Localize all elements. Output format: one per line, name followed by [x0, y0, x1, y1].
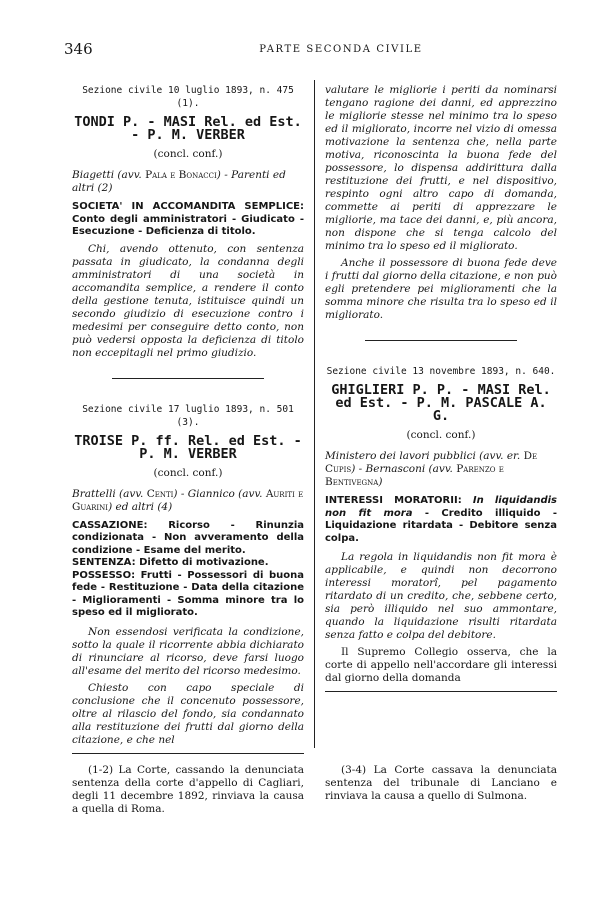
case2-concl: (concl. conf.): [153, 466, 223, 479]
case1-parties: TONDI P. - MASI Rel. ed Est. - P. M. VERBER: [74, 114, 302, 143]
case2-massima-possesso: [72, 570, 304, 620]
case3-litigants-e: ): [378, 476, 383, 488]
case3-litigants: [325, 450, 557, 489]
case1-text: Chi, avendo ottenuto, con sentenza passata in giudicato, la condanna degli amministratori di una società in accomandita semplice, a rendere il conto della gestione tenuta, istituisce quindi un secondo giudizio di esecuzione contro i medesimi per conseguire detto conto, non può vedersi opposta la deficienza di titolo non eccepitagli nel primo giudizio.: [72, 242, 304, 359]
case3-massima: [325, 495, 557, 545]
case2-litigants: [72, 488, 304, 514]
case1-concl: (concl. conf.): [153, 148, 223, 160]
case3-litigants-c: ) - Bernasconi (avv.: [351, 463, 453, 475]
page-number: 346: [64, 40, 93, 58]
case3-concl: (concl. conf.): [406, 429, 476, 441]
massima-text-possesso: Frutti - Possessori di buona fede - Restituzione - Data della citazione - Miglioramenti - Somma minore tra lo speso ed il migliorato.: [72, 569, 304, 618]
case-separator: [112, 378, 264, 379]
case3-litigants-a: Ministero dei lavori pubblici (avv. er.: [325, 450, 521, 462]
case1-litigants-b: Pala e Bonacci: [145, 169, 217, 181]
column-rule: [314, 80, 315, 748]
case2-massima-sentenza: [72, 557, 304, 570]
case2-litigants-e: ) ed altri (4): [108, 500, 173, 513]
case3-litigants-b: De Cupis: [325, 450, 538, 475]
case2-parties: TROISE P. ff. Rel. ed Est. - P. M. VERBER: [74, 432, 302, 462]
case3-header: Sezione civile 13 novembre 1893, n. 640.: [326, 366, 556, 377]
footnote-left: [72, 764, 304, 816]
case1-litigants: [72, 169, 304, 195]
massima-label-cassazione: CASSAZIONE:: [72, 519, 148, 531]
massima-text-cassazione: Ricorso - Rinunzia condizionata - Non avveramento della condizione - Esame del merito.: [72, 519, 304, 556]
running-head: PARTE SECONDA CIVILE: [259, 44, 423, 55]
case3-parties: GHIGLIERI P. P. - MASI Rel. ed Est. - P. M. PASCALE A. G.: [331, 382, 551, 424]
massima-label-possesso: POSSESSO:: [72, 569, 136, 581]
massima-text-interessi: - Credito illiquido - Liquidazione ritardata - Debitore senza colpa.: [325, 507, 557, 544]
case2-litigants-b: Centi: [146, 487, 174, 500]
column-end-rule: [72, 753, 304, 754]
massima-text-sentenza: Difetto di motivazione.: [139, 557, 269, 568]
case1-litigants-c: ) - Parenti ed altri (2): [72, 169, 286, 194]
case-separator: [365, 340, 517, 341]
cont-para1: valutare le migliorie i periti da nominarsi tengano ragione dei danni, ed apprezzino le migliorie stesse nel minimo tra lo speso ed il migliorato, incorre nel vizio di omessa motivazione la sentenza che, nella parte motiva, riconoscinta la buona fede del possessore, lo dispensa addirittura dalla restituzione dei frutti, e nel dispositivo, respinto ogni altro capo di domanda, commette ai periti di apprezzare le migliorie, ma tace dei danni, e, più ancora, non dispone che si tenga calcolo del minimo tra lo speso ed il migliorato.: [325, 84, 557, 252]
case3-litigants-d: Parenzo e Bentivegna: [325, 463, 504, 488]
case2-litigants-a: Brattelli (avv.: [72, 487, 144, 500]
case1-litigants-a: Biagetti (avv.: [72, 169, 142, 181]
footnote-right-text: (3-4) La Corte cassava la denunciata sentenza del tribunale di Lanciano e rinviava la causa a quello di Sulmona.: [325, 764, 557, 802]
case2-massima-cassazione: [72, 520, 304, 558]
massima-italic-interessi: In liquidandis non fit mora: [325, 495, 558, 519]
massima-label-interessi: INTERESSI MORATORII:: [325, 495, 462, 506]
case1-massima: SOCIETA' IN ACCOMANDITA SEMPLICE: Conto degli amministratori - Giudicato - Esecuzione - Deficienza di titolo.: [72, 201, 304, 237]
case2-litigants-d: Auriti e Guarini: [72, 487, 304, 513]
case2-para2: Chiesto con capo speciale di conclusione che il concenuto possessore, oltre al rilascio del fondo, sia condannato alla restituzione dei frutti dal giorno della citazione, e che nel: [72, 681, 304, 746]
case2-para1: Non essendosi verificata la condizione, sotto la quale il ricorrente abbia dichiarato di rinunciare al ricorso, deve farsi luogo all'esame del merito del ricorso medesimo.: [72, 625, 304, 677]
footnote-left-text: (1-2) La Corte, cassando la denunciata sentenza della corte d'appello di Cagliari, degli 11 decembre 1892, rinviava la causa a quella di Roma.: [72, 764, 304, 815]
right-column: [325, 84, 557, 692]
cont-para2: Anche il possessore di buona fede deve i frutti dal giorno della citazione, e non può egli pretendere pei miglioramenti che la somma minore che risulta tra lo speso ed il migliorato.: [325, 257, 557, 321]
case3-rule: La regola in liquidandis non fit mora è applicabile, e quindi non decorrono interessi moratorî, pel pagamento ritardato di un credito, che, sebbene certo, sia però illiquido nel suo ammontare, quando la liquidazione risulti ritardata senza fatto e colpa del debitore.: [325, 551, 557, 641]
case2-header: Sezione civile 17 luglio 1893, n. 501 (3).: [82, 403, 294, 428]
case1-header: Sezione civile 10 luglio 1893, n. 475 (1).: [82, 85, 294, 109]
left-column: [72, 84, 304, 754]
column-end-rule: [325, 691, 557, 692]
footnote-right: [325, 764, 557, 803]
case2-litigants-c: ) - Giannico (avv.: [173, 487, 263, 500]
case3-text: Il Supremo Collegio osserva, che la corte di appello nell'accordare gli interessi dal giorno della domanda: [325, 646, 557, 684]
massima-label-sentenza: SENTENZA:: [72, 557, 136, 568]
